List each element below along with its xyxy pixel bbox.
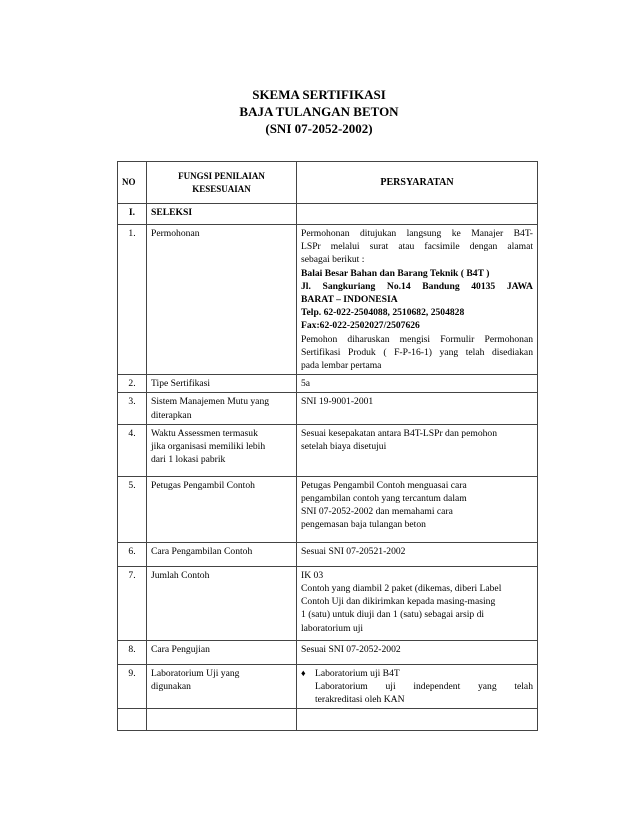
certification-table [117,161,538,731]
table-row: 6. Cara Pengambilan Contoh Sesuai SNI 07-20521-2002 [118,542,538,566]
diamond-bullet-icon: ♦ [301,667,306,678]
table-header-row [118,162,538,204]
empty-row [118,709,538,731]
table-row: 2. Tipe Sertifikasi 5a [118,375,538,393]
table-row: 1. Permohonan Permohonan ditujukan langsung ke Manajer B4T- LSPr melalui surat atau facsimile dengan alamat sebagai berikut : Balai Besar Bahan dan Barang Teknik ( B4T ) Jl. Sangkuriang No.14 Bandung 40135 JAWA BARAT – INDONESIA Telp. 62-022-2504088, 2510682, 2504828 Fax:62-022-2502027/2507626 Pemohon diharuskan mengisi Formulir Permohonan Sertifikasi Produk ( F-P-16-1) yang telah disediakan pada lembar pertama [118,225,538,375]
title-line-2: BAJA TULANGAN BETON [239,104,399,119]
table-row: 8. Cara Pengujian Sesuai SNI 07-2052-2002 [118,640,538,664]
header-persyaratan: PERSYARATAN [297,162,538,204]
header-no: NO [118,162,147,204]
title-line-3: (SNI 07-2052-2002) [265,121,373,136]
table-row: 3. Sistem Manajemen Mutu yang diterapkan SNI 19-9001-2001 [118,393,538,424]
table-row: 5. Petugas Pengambil Contoh Petugas Pengambil Contoh menguasai cara pengambilan contoh yang tercantum dalam SNI 07-2052-2002 dan memahami cara pengemasan baja tulangan beton [118,476,538,542]
title-line-1: SKEMA SERTIFIKASI [252,87,386,102]
section-no: I. [118,204,147,225]
table-row: 9. Laboratorium Uji yang digunakan ♦ Laboratorium uji B4T Laboratorium uji independent yang telah terakreditasi oleh KAN [118,664,538,709]
table-row: 4. Waktu Assessmen termasuk jika organisasi memiliki lebih dari 1 lokasi pabrik Sesuai kesepakatan antara B4T-LSPr dan pemohon setelah biaya disetujui [118,424,538,476]
section-label: SELEKSI [147,204,297,225]
document-title [0,86,638,137]
header-fungsi: FUNGSI PENILAIAN KESESUAIAN [147,162,297,204]
table-row: 7. Jumlah Contoh IK 03 Contoh yang diambil 2 paket (dikemas, diberi Label Contoh Uji dan dikirimkan kepada masing-masing 1 (satu) untuk diuji dan 1 (satu) sebagai arsip di laboratorium uji [118,566,538,640]
requirements-cell: Permohonan ditujukan langsung ke Manajer B4T- LSPr melalui surat atau facsimile dengan alamat sebagai berikut : Balai Besar Bahan dan Barang Teknik ( B4T ) Jl. Sangkuriang No.14 Bandung 40135 JAWA BARAT – INDONESIA Telp. 62-022-2504088, 2510682, 2504828 Fax:62-022-2502027/2507626 Pemohon diharuskan mengisi Formulir Permohonan Sertifikasi Produk ( F-P-16-1) yang telah disediakan pada lembar pertama [297,225,538,375]
section-row [118,204,538,225]
